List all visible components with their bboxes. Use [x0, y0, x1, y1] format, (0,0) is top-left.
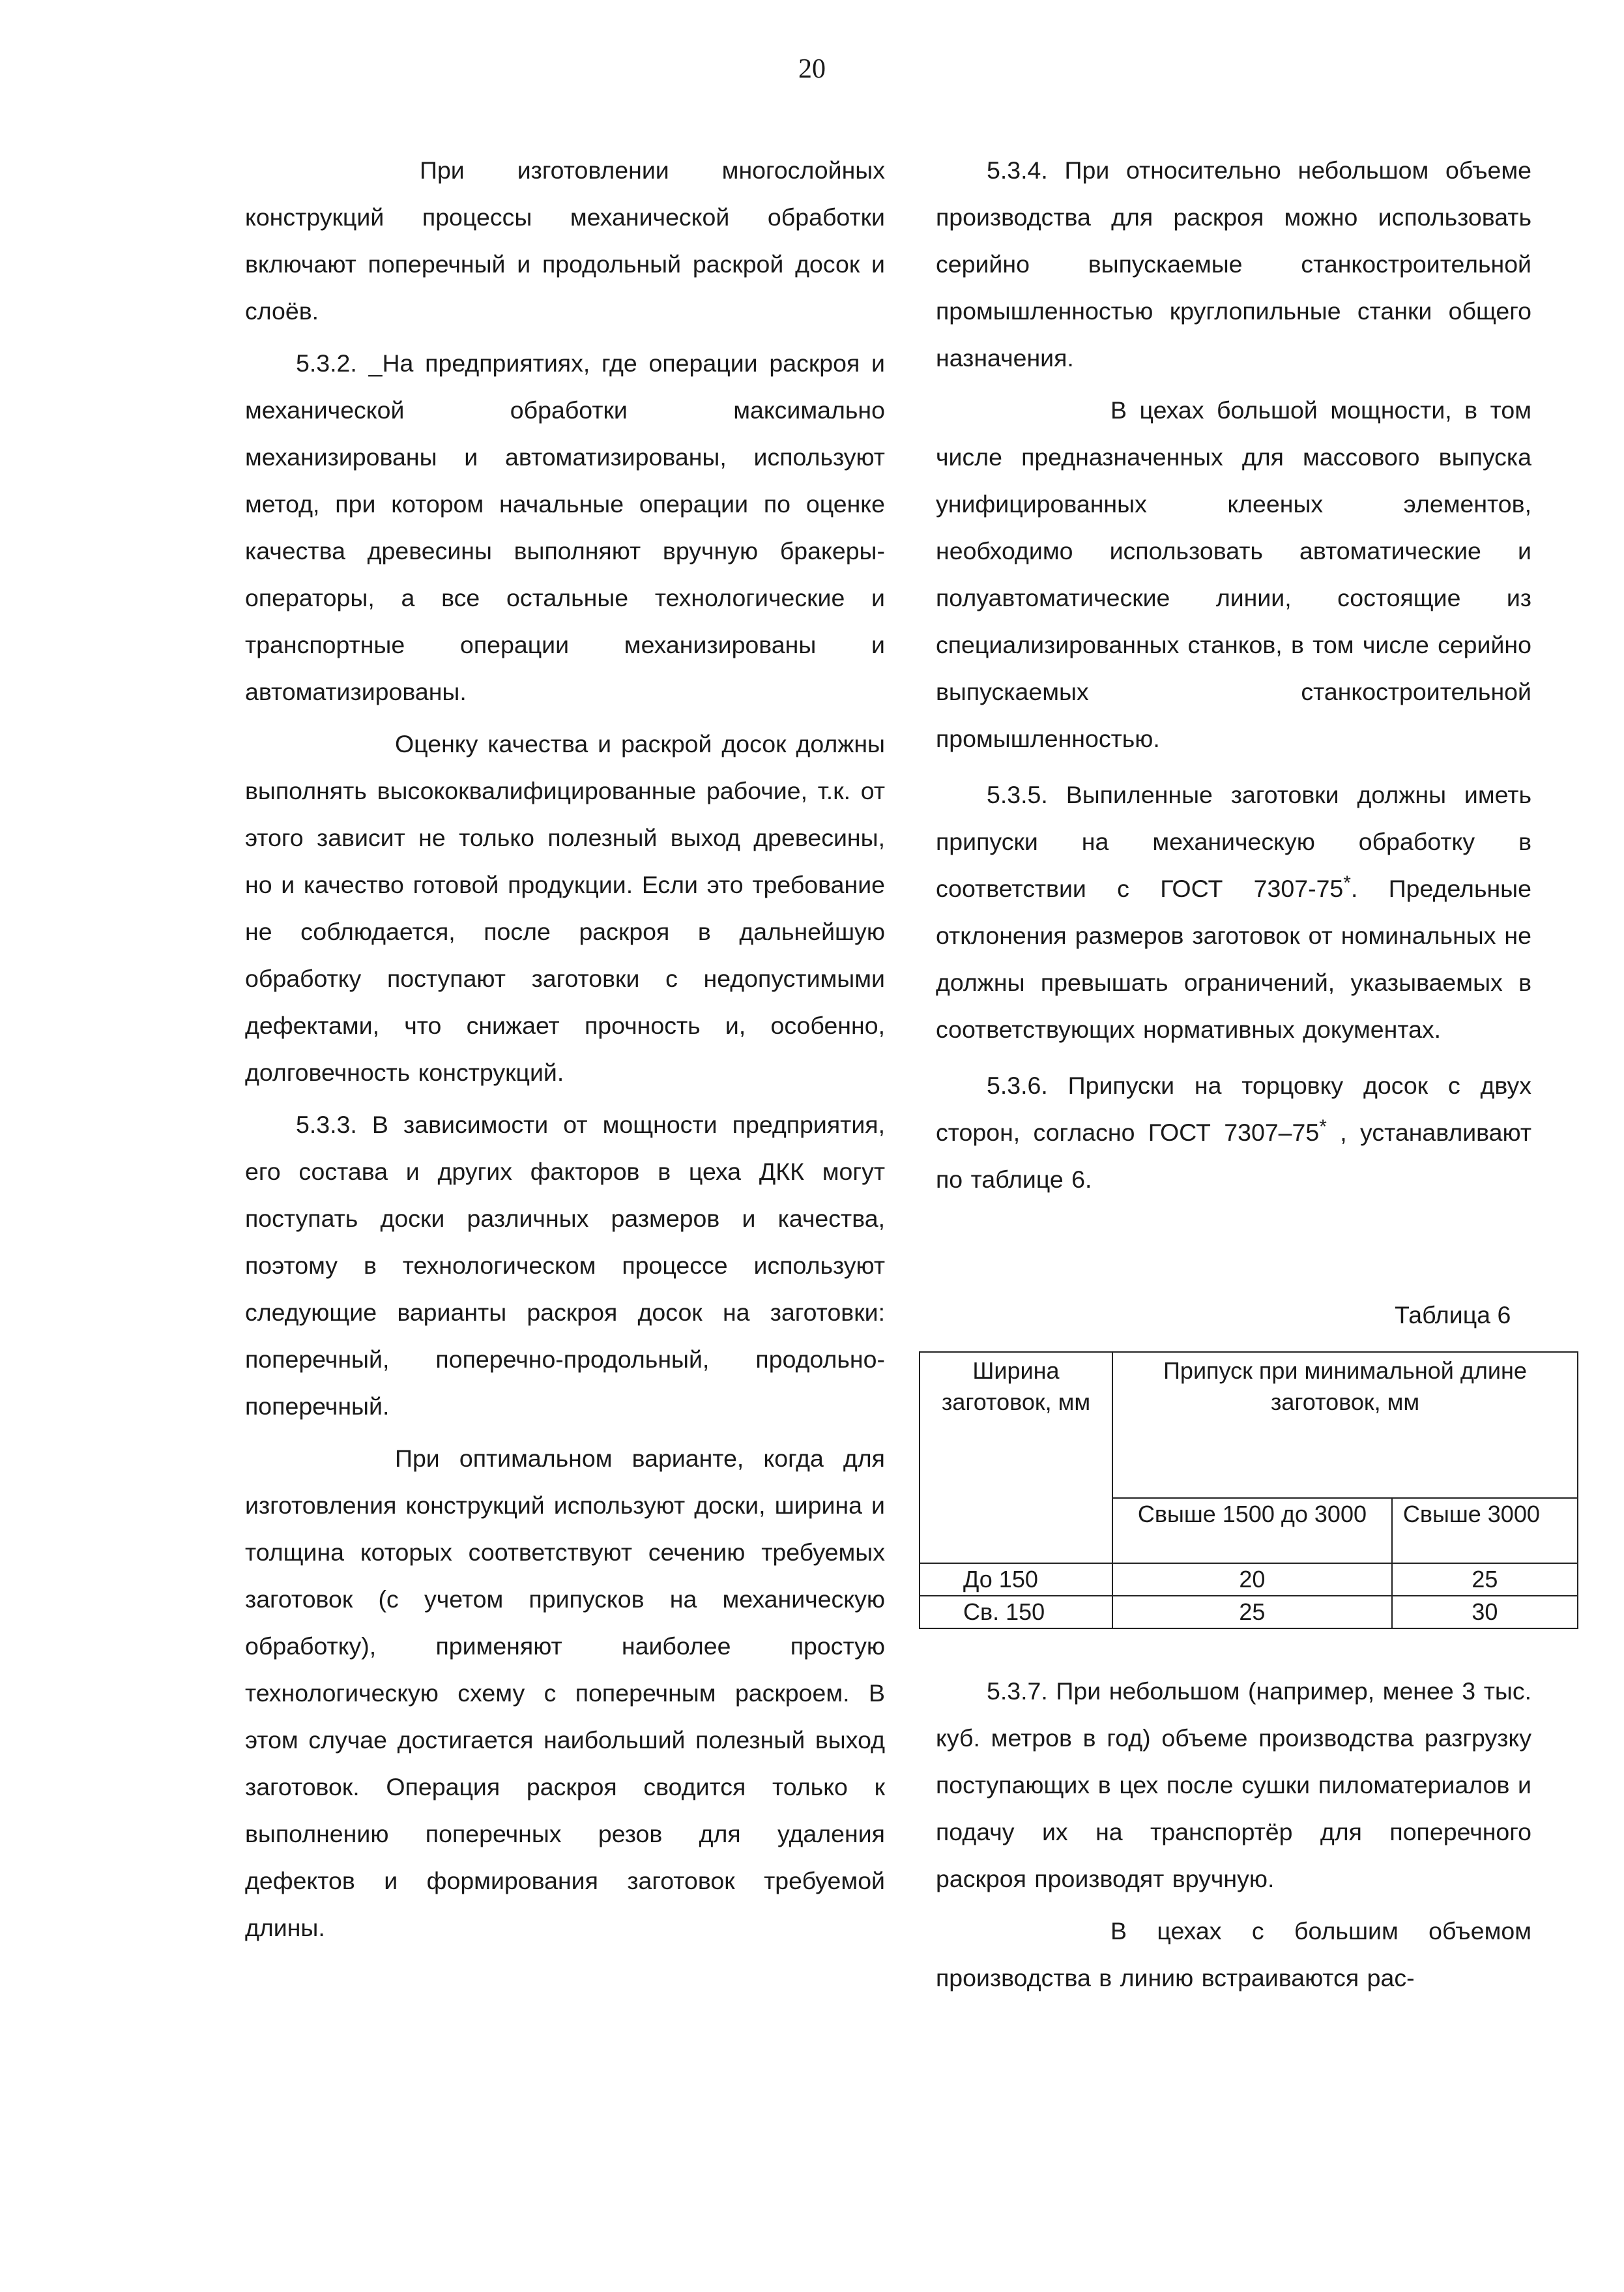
table-caption: Таблица 6 — [1395, 1301, 1511, 1329]
subheader-1500-3000: Свыше 1500 до 3000 — [1112, 1498, 1392, 1563]
header-width-cell: Ширина заготовок, мм — [920, 1352, 1112, 1563]
paragraph-high-capacity-shops: В цехах большой мощности, в том числе предназначенных для массового выпуска унифицированных клееных элементов, необходимо использовать автоматические и полуавтоматические линии, состоящие из специализированных станков, в том числе серийно выпускаемых станкостроительной промышленностью. — [936, 396, 1531, 752]
table-cell: 20 — [1112, 1563, 1392, 1596]
paragraph-5-3-5-text-b: . Предельные отклонения размеров заготовок от номинальных не должны превышать ограничений, указываемых в соответствующих нормативных документах. — [936, 875, 1531, 1043]
left-column — [245, 147, 885, 1951]
paragraph-5-3-2: 5.3.2. _На предприятиях, где операции раскроя и механической обработки максимально механизированы и автоматизированы, используют метод, при котором начальные операции по оценке качества древесины выполняют вручную бракеры-операторы, а все остальные технологические и транспортные операции механизированы и автоматизированы. — [245, 349, 885, 705]
paragraph-5-3-5 — [936, 771, 1531, 1053]
paragraph-optimal-variant: При оптимальном варианте, когда для изготовления конструкций используют доски, ширина и толщина которых соответствуют сечению требуемых заготовок (с учетом припусков на механическую обработку), применяют наиболее простую технологическую схему с поперечным раскроем. В этом случае достигается наибольший полезный выход заготовок. Операция раскроя сводится только к выполнению поперечных резов для удаления дефектов и формирования заготовок требуемой длины. — [245, 1445, 885, 1941]
row-label: До 150 — [920, 1563, 1112, 1596]
paragraph-5-3-6-text-a: 5.3.6. Припуски на торцовку досок с двух сторон, согласно ГОСТ 7307–75 — [936, 1072, 1531, 1146]
paragraph-quality-assessment: Оценку качества и раскрой досок должны выполнять высококвалифицированные рабочие, т.к. от этого зависит не только полезный выход древесины, но и качество готовой продукции. Если это требование не соблюдается, после раскроя в дальнейшую обработку поступают заготовки с недопустимыми дефектами, что снижает прочность и, особенно, долговечность конструкций. — [245, 730, 885, 1086]
paragraph-5-3-5-text-a: 5.3.5. Выпиленные заготовки должны иметь припуски на механическую обработку в соответствии с ГОСТ 7307-75 — [936, 781, 1531, 902]
table-cell: 25 — [1392, 1563, 1578, 1596]
table-cell: 25 — [1112, 1596, 1392, 1628]
paragraph-large-volume-shops: В цехах с большим объемом производства в линию встраиваются рас- — [936, 1917, 1531, 1991]
allowance-table — [919, 1351, 1578, 1629]
paragraph-5-3-3: 5.3.3. В зависимости от мощности предприятия, его состава и других факторов в цеха ДКК могут поступать доски различных размеров и качества, поэтому в технологическом процессе используют следующие варианты раскроя досок на заготовки: поперечный, поперечно-продольный, продольно-поперечный. — [245, 1111, 885, 1420]
row-label: Св. 150 — [920, 1596, 1112, 1628]
right-column-lower — [936, 1668, 1531, 2001]
paragraph-multilayer: При изготовлении многослойных конструкций процессы механической обработки включают поперечный и продольный раскрой досок и слоёв. — [245, 156, 885, 325]
table-cell: 30 — [1392, 1596, 1578, 1628]
paragraph-5-3-7: 5.3.7. При небольшом (например, менее 3 тыс. куб. метров в год) объеме производства разгрузку поступающих в цех после сушки пиломатериалов и подачу их на транспортёр для поперечного раскроя производят вручную. — [936, 1677, 1531, 1892]
subheader-over-3000: Свыше 3000 — [1392, 1498, 1578, 1563]
header-allowance-cell: Припуск при минимальной длине заготовок, мм — [1112, 1352, 1578, 1498]
asterisk-mark: * — [1343, 872, 1351, 894]
paragraph-5-3-6-text-b: , устанавливают по таблице 6. — [936, 1119, 1532, 1193]
right-column — [936, 147, 1531, 1203]
paragraph-5-3-4: 5.3.4. При относительно небольшом объеме производства для раскроя можно использовать серийно выпускаемые станкостроительной промышленностью круглопильные станки общего назначения. — [936, 156, 1531, 372]
table-row — [920, 1563, 1578, 1596]
page-number: 20 — [798, 54, 826, 84]
asterisk-mark: * — [1319, 1116, 1327, 1138]
table-row — [920, 1596, 1578, 1628]
paragraph-5-3-6 — [936, 1062, 1531, 1203]
table-header-row — [920, 1352, 1578, 1498]
